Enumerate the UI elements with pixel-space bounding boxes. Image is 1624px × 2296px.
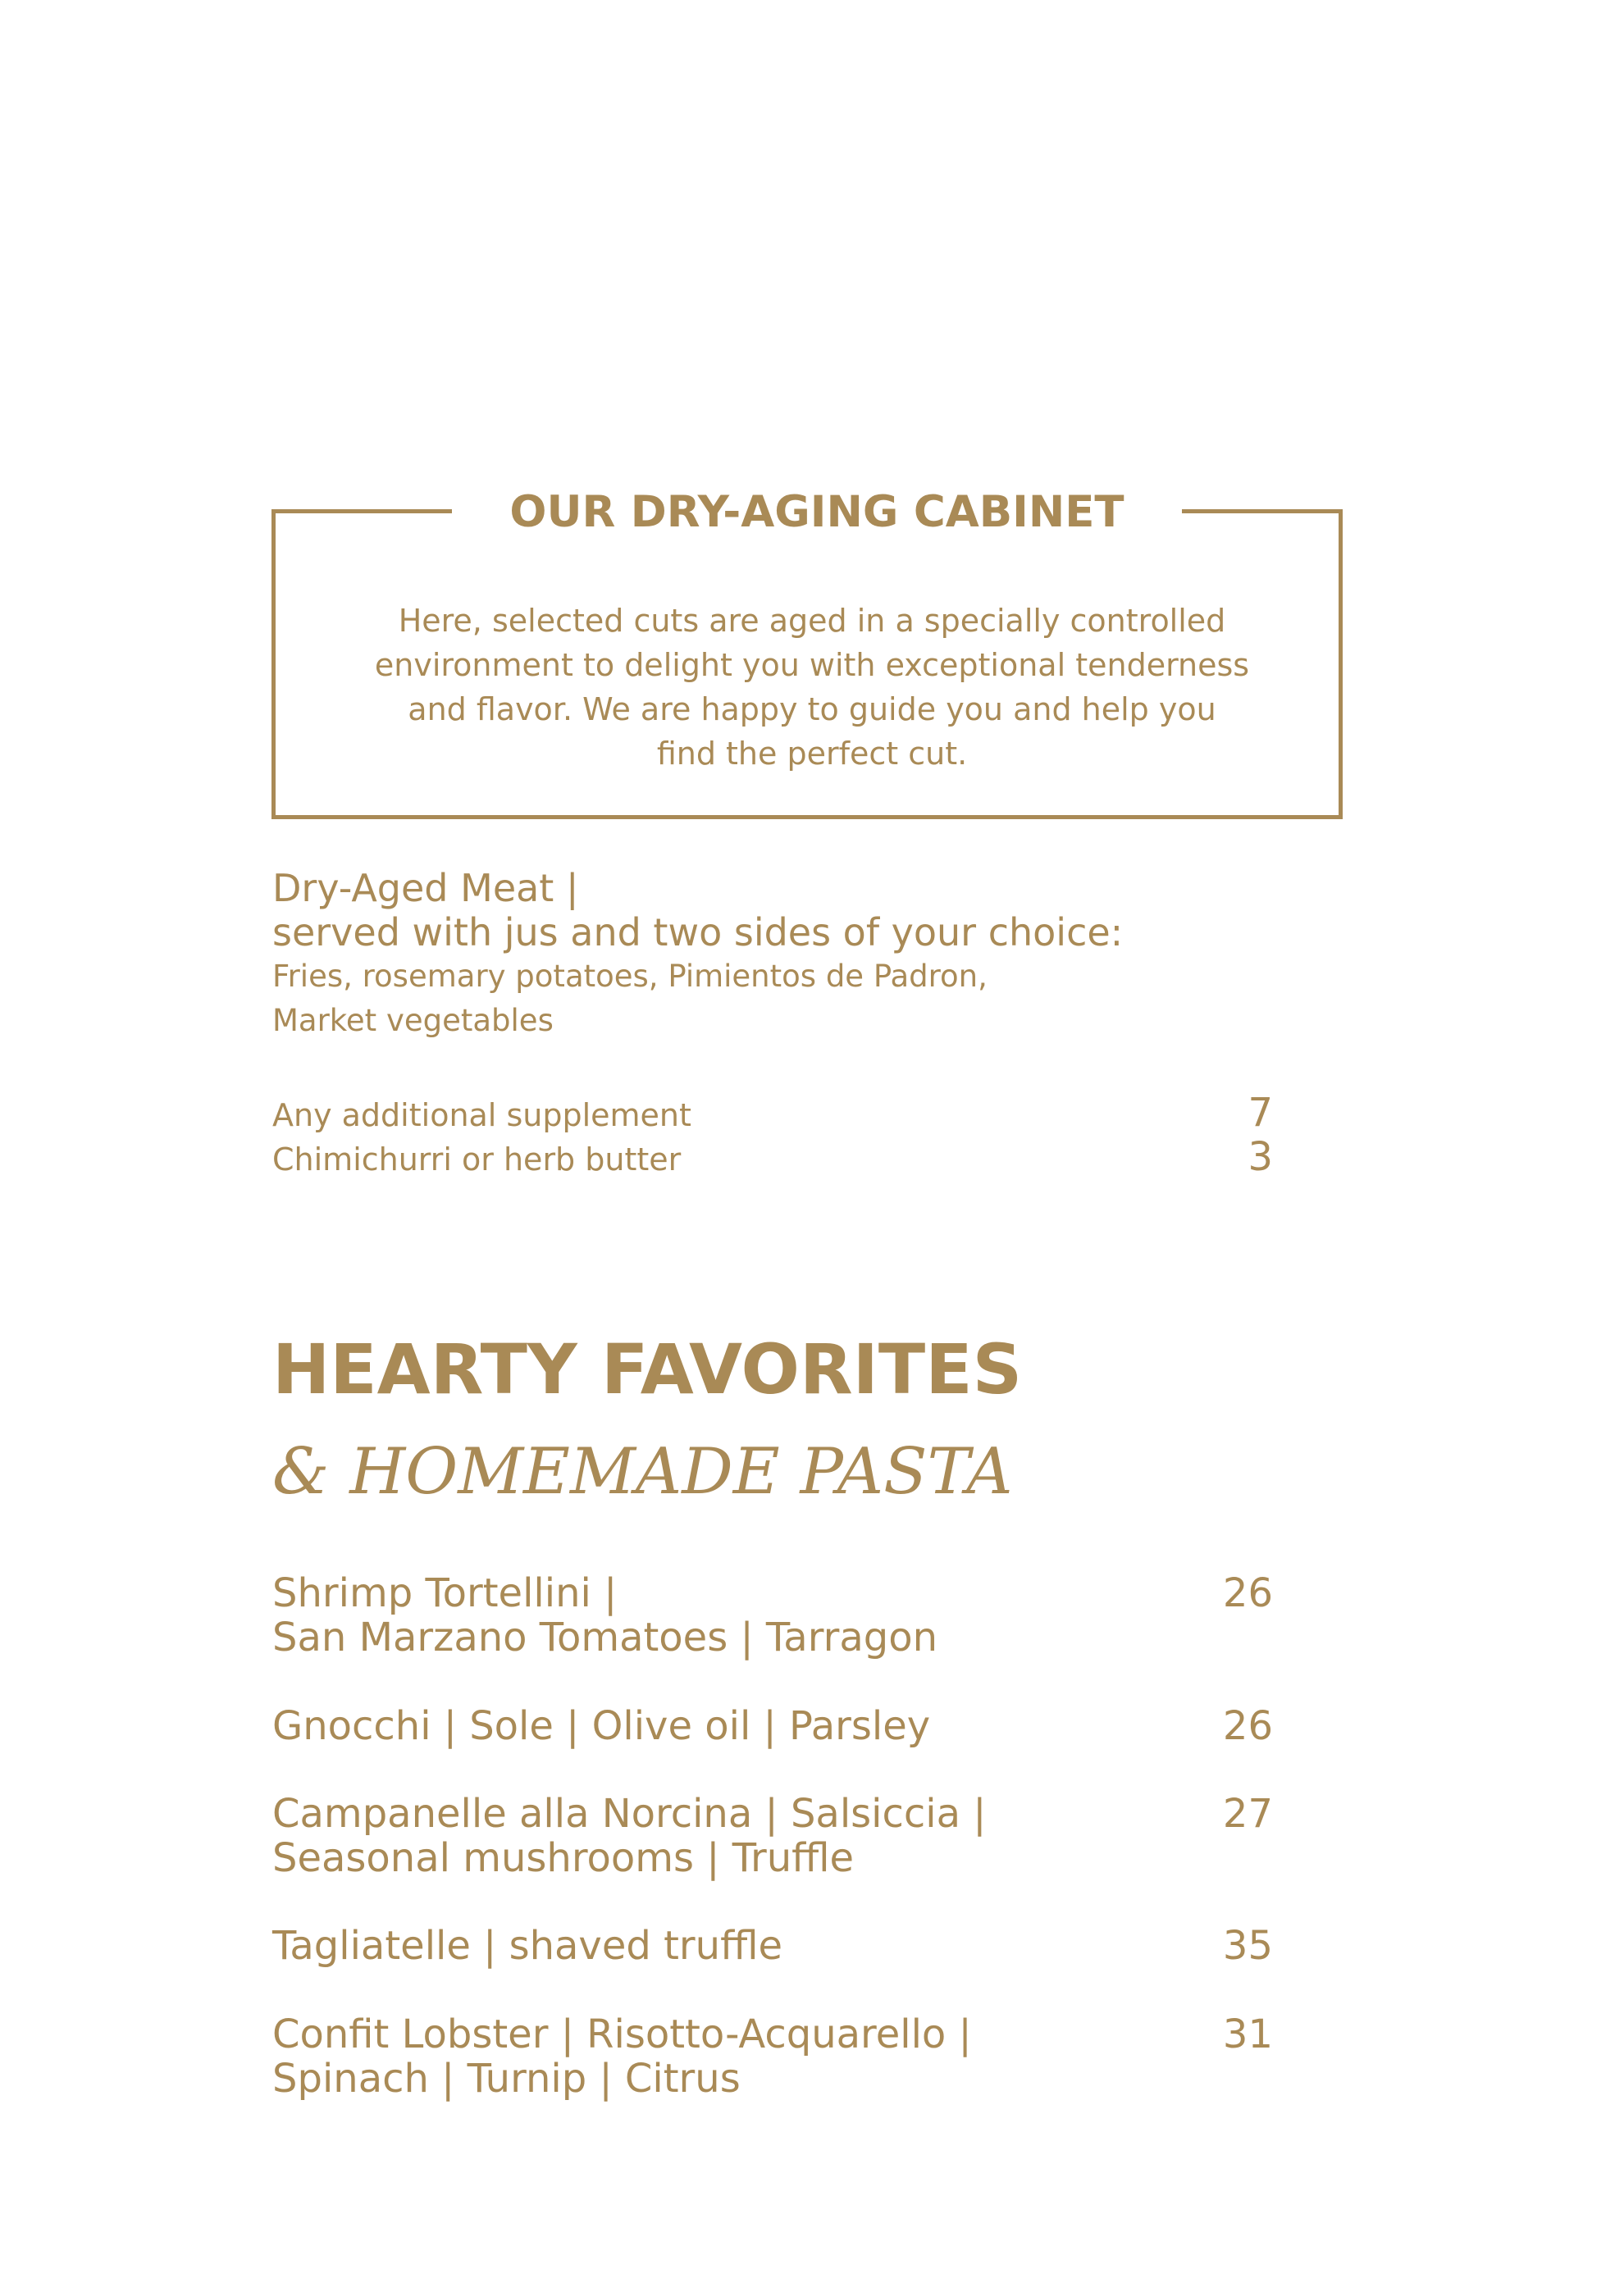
- dry-aged-serving: served with jus and two sides of your choice:: [272, 910, 1124, 954]
- menu-item-price: 35: [1222, 1923, 1273, 1969]
- dry-aged-sides: Fries, rosemary potatoes, Pimientos de Padron,: [272, 959, 988, 994]
- menu-item-name: [272, 1924, 782, 1968]
- menu-item: [272, 1571, 1273, 1660]
- supplement-row: [272, 1091, 1273, 1135]
- menu-item-line: Shrimp Tortellini |: [272, 1570, 618, 1616]
- menu-item-line: San Marzano Tomatoes | Tarragon: [272, 1615, 937, 1660]
- supplement-row: [272, 1135, 1273, 1179]
- supplement-price: 7: [1248, 1090, 1273, 1136]
- menu-item: [272, 2012, 1273, 2101]
- menu-item-line: Campanelle alla Norcina | Salsiccia |: [272, 1791, 987, 1837]
- cabinet-description-line: environment to delight you with exceptional tenderness: [374, 647, 1250, 683]
- menu-item-line: Gnocchi | Sole | Olive oil | Parsley: [272, 1703, 931, 1749]
- menu-item-name: [272, 2012, 972, 2101]
- supplement-price: 3: [1248, 1134, 1273, 1180]
- menu-item-line: Confit Lobster | Risotto-Acquarello |: [272, 2011, 972, 2057]
- menu-item: [272, 1704, 1273, 1748]
- menu-item-name: [272, 1792, 986, 1880]
- section-title: HEARTY FAVORITES: [272, 1329, 1023, 1410]
- menu-item-line: Seasonal mushrooms | Truffle: [272, 1835, 855, 1881]
- cabinet-title-wrap: [452, 476, 1182, 549]
- menu-item-line: Tagliatelle | shaved truffle: [272, 1923, 783, 1969]
- cabinet-title: OUR DRY-AGING CABINET: [509, 487, 1124, 537]
- dry-aged-meat-item: [272, 866, 1339, 1043]
- cabinet-description: [328, 599, 1296, 776]
- cabinet-description-line: and flavor. We are happy to guide you and help you: [408, 691, 1216, 727]
- supplement-label: Any additional supplement: [272, 1097, 691, 1133]
- supplement-label: Chimichurri or herb butter: [272, 1141, 682, 1178]
- dry-aged-name: Dry-Aged Meat |: [272, 866, 579, 910]
- dry-aged-sides: Market vegetables: [272, 1003, 554, 1038]
- menu-item: [272, 1792, 1273, 1880]
- section-subtitle: & HOMEMADE PASTA: [272, 1435, 1013, 1509]
- supplements-list: [272, 1091, 1273, 1179]
- menu-item-line: Spinach | Turnip | Citrus: [272, 2056, 741, 2102]
- cabinet-description-line: find the perfect cut.: [656, 736, 968, 772]
- menu-item-price: 31: [1222, 2011, 1273, 2057]
- menu-item-price: 27: [1222, 1791, 1273, 1837]
- menu-item-name: [272, 1704, 930, 1748]
- cabinet-description-line: Here, selected cuts are aged in a specially controlled: [398, 603, 1226, 639]
- menu-item: [272, 1924, 1273, 1968]
- menu-item-name: [272, 1571, 937, 1660]
- menu-item-price: 26: [1222, 1570, 1273, 1616]
- menu-item-price: 26: [1222, 1703, 1273, 1749]
